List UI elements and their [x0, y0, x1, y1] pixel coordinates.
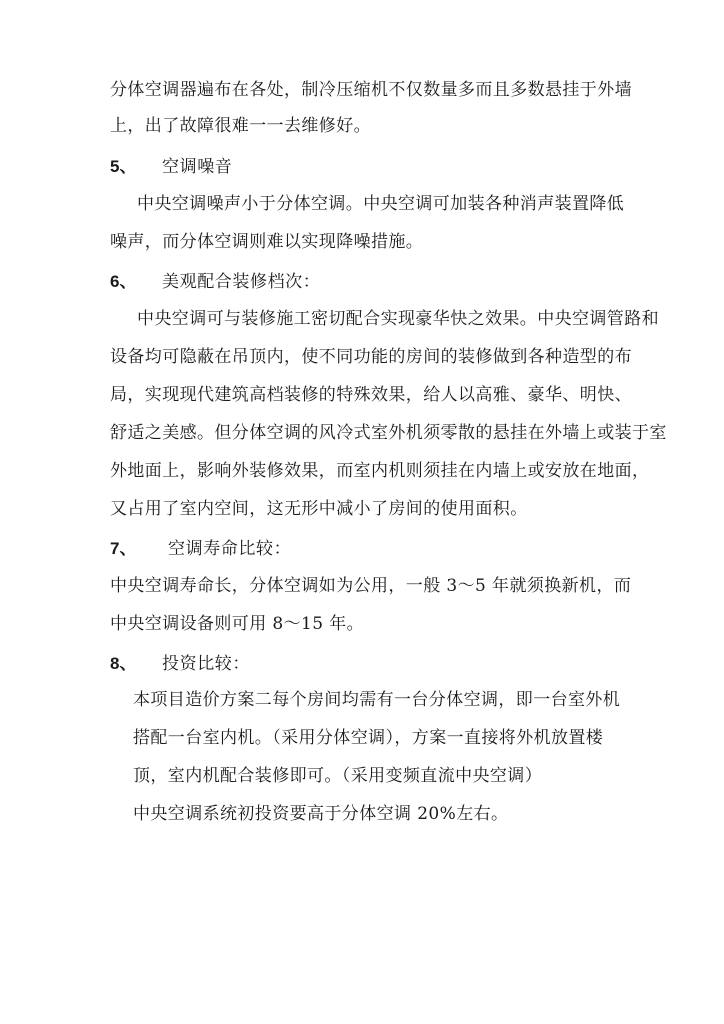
section-7-number: 7、 [110, 539, 137, 558]
section-5-line-2: 噪声，而分体空调则难以实现降噪措施。 [110, 232, 424, 252]
section-8-line-3: 顶，室内机配合装修即可。（采用变频直流中央空调） [133, 766, 543, 786]
section-8-number: 8、 [110, 654, 137, 673]
section-6-line-3: 局，实现现代建筑高档装修的特殊效果，给人以高雅、豪华、明快、 [110, 385, 632, 405]
section-6-number: 6、 [110, 272, 137, 291]
intro-line-1: 分体空调器遍布在各处，制冷压缩机不仅数量多而且多数悬挂于外墙 [110, 80, 632, 100]
section-6-line-1: 中央空调可与装修施工密切配合实现豪华快之效果。中央空调管路和 [137, 309, 659, 329]
section-5-title: 空调噪音 [162, 157, 233, 177]
intro-line-2: 上，出了故障很难一一去维修好。 [110, 116, 371, 136]
section-8-line-4: 中央空调系统初投资要高于分体空调 20%左右。 [133, 804, 509, 824]
section-7-heading [110, 539, 291, 559]
section-8-line-1: 本项目造价方案二每个房间均需有一台分体空调，即一台室外机 [133, 690, 621, 710]
section-8-title: 投资比较： [162, 654, 250, 674]
section-8-heading [110, 654, 250, 674]
section-6-line-4: 舒适之美感。但分体空调的风冷式室外机须零散的悬挂在外墙上或装于室 [110, 423, 667, 443]
section-6-line-2: 设备均可隐蔽在吊顶内，使不同功能的房间的装修做到各种造型的布 [110, 347, 632, 367]
section-7-line-2: 中央空调设备则可用 8～15 年。 [110, 614, 365, 634]
section-7-title: 空调寿命比较： [168, 539, 292, 559]
section-5-heading [110, 157, 232, 177]
section-7-line-1: 中央空调寿命长，分体空调如为公用，一般 3～5 年就须换新机，而 [110, 576, 632, 596]
section-6-heading [110, 272, 320, 292]
section-5-line-1: 中央空调噪声小于分体空调。中央空调可加装各种消声装置降低 [137, 194, 625, 214]
section-8-line-2: 搭配一台室内机。（采用分体空调），方案一直接将外机放置楼 [133, 728, 604, 748]
section-5-number: 5、 [110, 157, 137, 176]
section-6-line-5: 外地面上，影响外装修效果，而室内机则须挂在内墙上或安放在地面， [110, 461, 650, 481]
section-6-line-6: 又占用了室内空间，这无形中减小了房间的使用面积。 [110, 499, 528, 519]
section-6-title: 美观配合装修档次： [162, 272, 321, 292]
